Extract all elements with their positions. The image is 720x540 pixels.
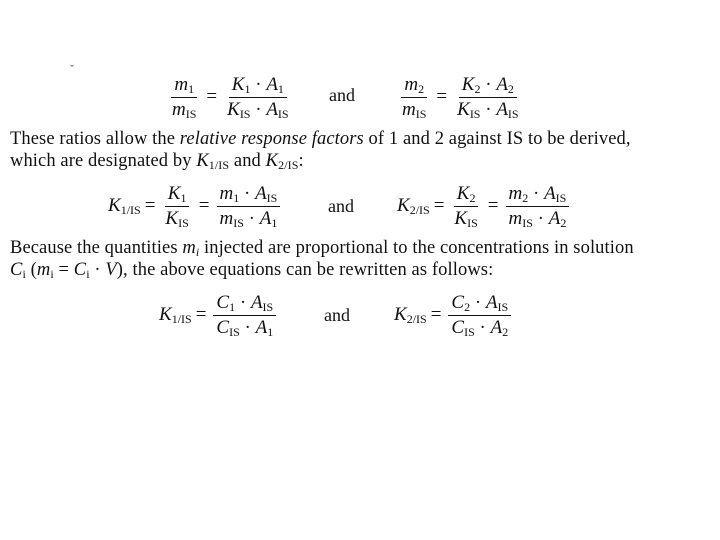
equation-m2-ratio bbox=[396, 72, 525, 122]
equals-sign: = bbox=[487, 195, 499, 216]
paragraph-line: Because the quantities $m_i$ injected are proportional to the concentrations in solution bbox=[10, 238, 634, 259]
k1is-symbol: $K_{1/IS}$ bbox=[159, 304, 192, 326]
equals-sign: = bbox=[198, 195, 210, 216]
fraction-m2ais-mis-a2: $\frac{m_2 \cdot A_{IS}}{m_{IS} \cdot A_2}$ bbox=[506, 183, 570, 230]
fraction-k2-kis: $\frac{K_2}{K_{IS}}$ bbox=[454, 182, 478, 230]
and-connector: and bbox=[324, 305, 350, 325]
equation-m1-ratio bbox=[166, 72, 295, 122]
paragraph-line: $C_i$ $(m_i = C_i \cdot V)$, the above equations can be rewritten as follows: bbox=[10, 260, 494, 281]
fraction-k2a2-kisais: $\frac{K_2 \cdot A_2}{K_{IS} \cdot A_{IS}}$ bbox=[457, 73, 519, 121]
paragraph-line: which are designated by $K_{1/IS}$ and $K_{2/IS}$: bbox=[10, 151, 304, 172]
equation-k2is-concentration bbox=[394, 290, 514, 340]
equation-row-2 bbox=[0, 181, 720, 231]
and-connector: and bbox=[328, 196, 354, 216]
fraction-c2ais-cis-a2: $\frac{C_2 \cdot A_{IS}}{C_{IS} \cdot A_2}$ bbox=[448, 292, 511, 339]
equation-k2is bbox=[397, 181, 572, 231]
paragraph-relative-response-factors bbox=[10, 128, 700, 172]
paragraph-concentrations bbox=[10, 237, 700, 281]
k2is-symbol: $K_{2/IS}$ bbox=[394, 304, 427, 326]
and-connector: and bbox=[329, 85, 355, 105]
equation-row-3 bbox=[0, 290, 720, 340]
equation-k1is-concentration bbox=[159, 290, 279, 340]
equals-sign: = bbox=[430, 304, 442, 325]
equals-sign: = bbox=[436, 86, 448, 107]
fraction-m2-mis: $\frac{m_2}{m_{IS}}$ bbox=[402, 73, 427, 121]
k2is-symbol: $K_{2/IS}$ bbox=[397, 195, 430, 217]
equation-k1is bbox=[108, 181, 283, 231]
equals-sign: = bbox=[144, 195, 156, 216]
equation-row-1 bbox=[0, 72, 720, 122]
equals-sign: = bbox=[206, 86, 218, 107]
fraction-m1-mis: $\frac{m_1}{m_{IS}}$ bbox=[172, 73, 197, 121]
fraction-m1ais-mis-a1: $\frac{m_1 \cdot A_{IS}}{m_{IS} \cdot A_1}$ bbox=[217, 183, 281, 230]
k1is-symbol: $K_{1/IS}$ bbox=[108, 195, 141, 217]
equals-sign: = bbox=[433, 195, 445, 216]
equals-sign: = bbox=[195, 304, 207, 325]
fraction-k1a1-kisais: $\frac{K_1 \cdot A_1}{K_{IS} \cdot A_{IS}}$ bbox=[227, 73, 289, 121]
fraction-k1-kis: $\frac{K_1}{K_{IS}}$ bbox=[165, 182, 189, 230]
scan-speck: ˇ bbox=[70, 62, 74, 76]
paragraph-line: These ratios allow the relative response factors of 1 and 2 against IS to be derived, bbox=[10, 129, 631, 149]
fraction-c1ais-cis-a1: $\frac{C_1 \cdot A_{IS}}{C_{IS} \cdot A_1}$ bbox=[213, 292, 276, 339]
